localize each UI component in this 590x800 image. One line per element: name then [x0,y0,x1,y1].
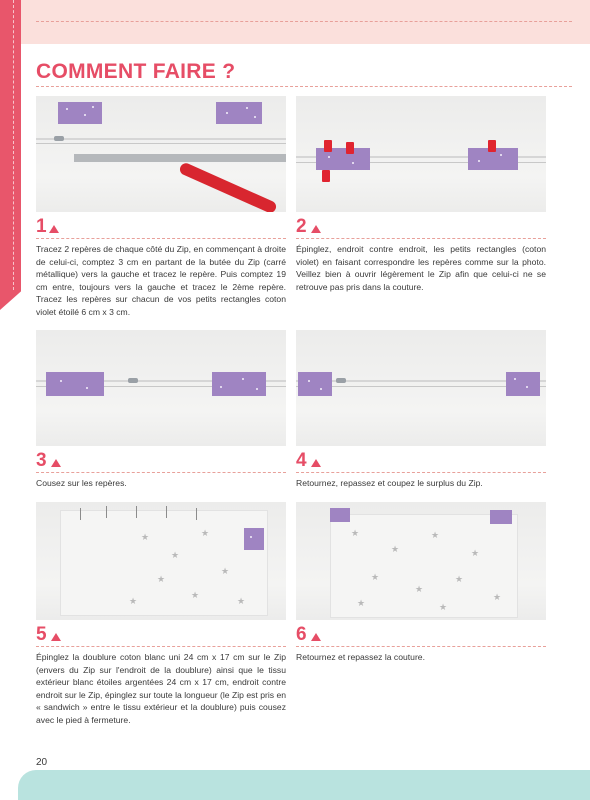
step-3-text: Cousez sur les repères. [36,478,127,488]
fabric-sandwich: ★ ★ ★ ★ ★ ★ ★ ★ [60,510,268,616]
footer-band [18,770,590,800]
ribbon-stitching [13,0,14,290]
triangle-icon [311,633,321,641]
clip-icon [488,140,496,152]
step-6 [296,502,546,664]
violet-rectangle-left [298,372,332,396]
step-1-photo [36,96,286,212]
zipper [36,138,286,140]
triangle-icon [49,225,59,233]
zipper-pull [54,136,64,141]
violet-rectangle-left [46,372,104,396]
pin-icon [136,506,137,518]
fabric-pouch: ★ ★ ★ ★ ★ ★ ★ ★ ★ ★ [330,514,518,618]
step-4 [296,330,546,490]
clip-icon [324,140,332,152]
page-number: 20 [36,757,48,768]
step-number-4: 4 [296,450,307,471]
step-2-photo [296,96,546,212]
violet-rectangle-left [58,102,102,124]
title-dashed-line [36,86,572,87]
step-6-text: Retournez et repassez la couture. [296,652,425,662]
triangle-icon [311,459,321,467]
step-number-6: 6 [296,624,307,645]
step-1-text: Tracez 2 repères de chaque côté du Zip, en commençant à droite de celui-ci, comptez 3 cm en partant de la butée du Zip (carré métallique) vers la gauche et tracez le repère. Puis comptez 19 cm entre, toujours vers la gauche et tracez le 2ème repère. Tracez les repères sur chacun de vos petits rectangles coton violet étoilé 6 cm x 3 cm. [36,244,286,317]
pin-icon [106,506,107,518]
step-2 [296,96,546,293]
step-3 [36,330,286,490]
pin-icon [166,506,167,518]
pin-icon [80,508,81,520]
violet-rectangle-right [506,372,540,396]
page-title: COMMENT FAIRE ? [36,60,236,83]
step-5 [36,502,286,727]
step-number-3: 3 [36,450,47,471]
side-ribbon [0,0,21,310]
ruler [74,154,286,162]
pin-icon [196,508,197,520]
step-1 [36,96,286,319]
step-number-2: 2 [296,216,307,237]
step-number-1: 1 [36,216,47,237]
step-3-photo [36,330,286,446]
clip-icon [346,142,354,154]
step-5-text: Épinglez la doublure coton blanc uni 24 cm x 17 cm sur le Zip (envers du Zip sur l'endroit de la doublure) ainsi que le tissu extérieur blanc étoiles argentées 24 cm x 17 cm, endroit contre endroit sur le Zip, épinglez sur toute la longueur (le Zip est pris en « sandwich » entre le tissu extérieur et la doublure) puis cousez avec le pied à fermeture. [36,652,286,725]
step-number-5: 5 [36,624,47,645]
step-2-text: Épinglez, endroit contre endroit, les petits rectangles (coton violet) en faisant correspondre les repères comme sur la photo. Veillez bien à ouvrir légèrement le Zip afin que celui-ci ne se retrouve pas pris dans la couture. [296,244,546,292]
violet-rectangle-right [216,102,262,124]
clip-icon [322,170,330,182]
triangle-icon [51,633,61,641]
violet-rectangle-left [330,508,350,522]
violet-rectangle-right [212,372,266,396]
header-band [0,0,590,44]
triangle-icon [311,225,321,233]
triangle-icon [51,459,61,467]
step-4-text: Retournez, repassez et coupez le surplus du Zip. [296,478,483,488]
zipper-pull [336,378,346,383]
violet-rectangle [244,528,264,550]
violet-rectangle-right [490,510,512,524]
step-5-photo [36,502,286,620]
red-pen [178,161,278,212]
step-6-photo [296,502,546,620]
step-4-photo [296,330,546,446]
zipper-pull [128,378,138,383]
header-dashed-line [36,21,572,22]
